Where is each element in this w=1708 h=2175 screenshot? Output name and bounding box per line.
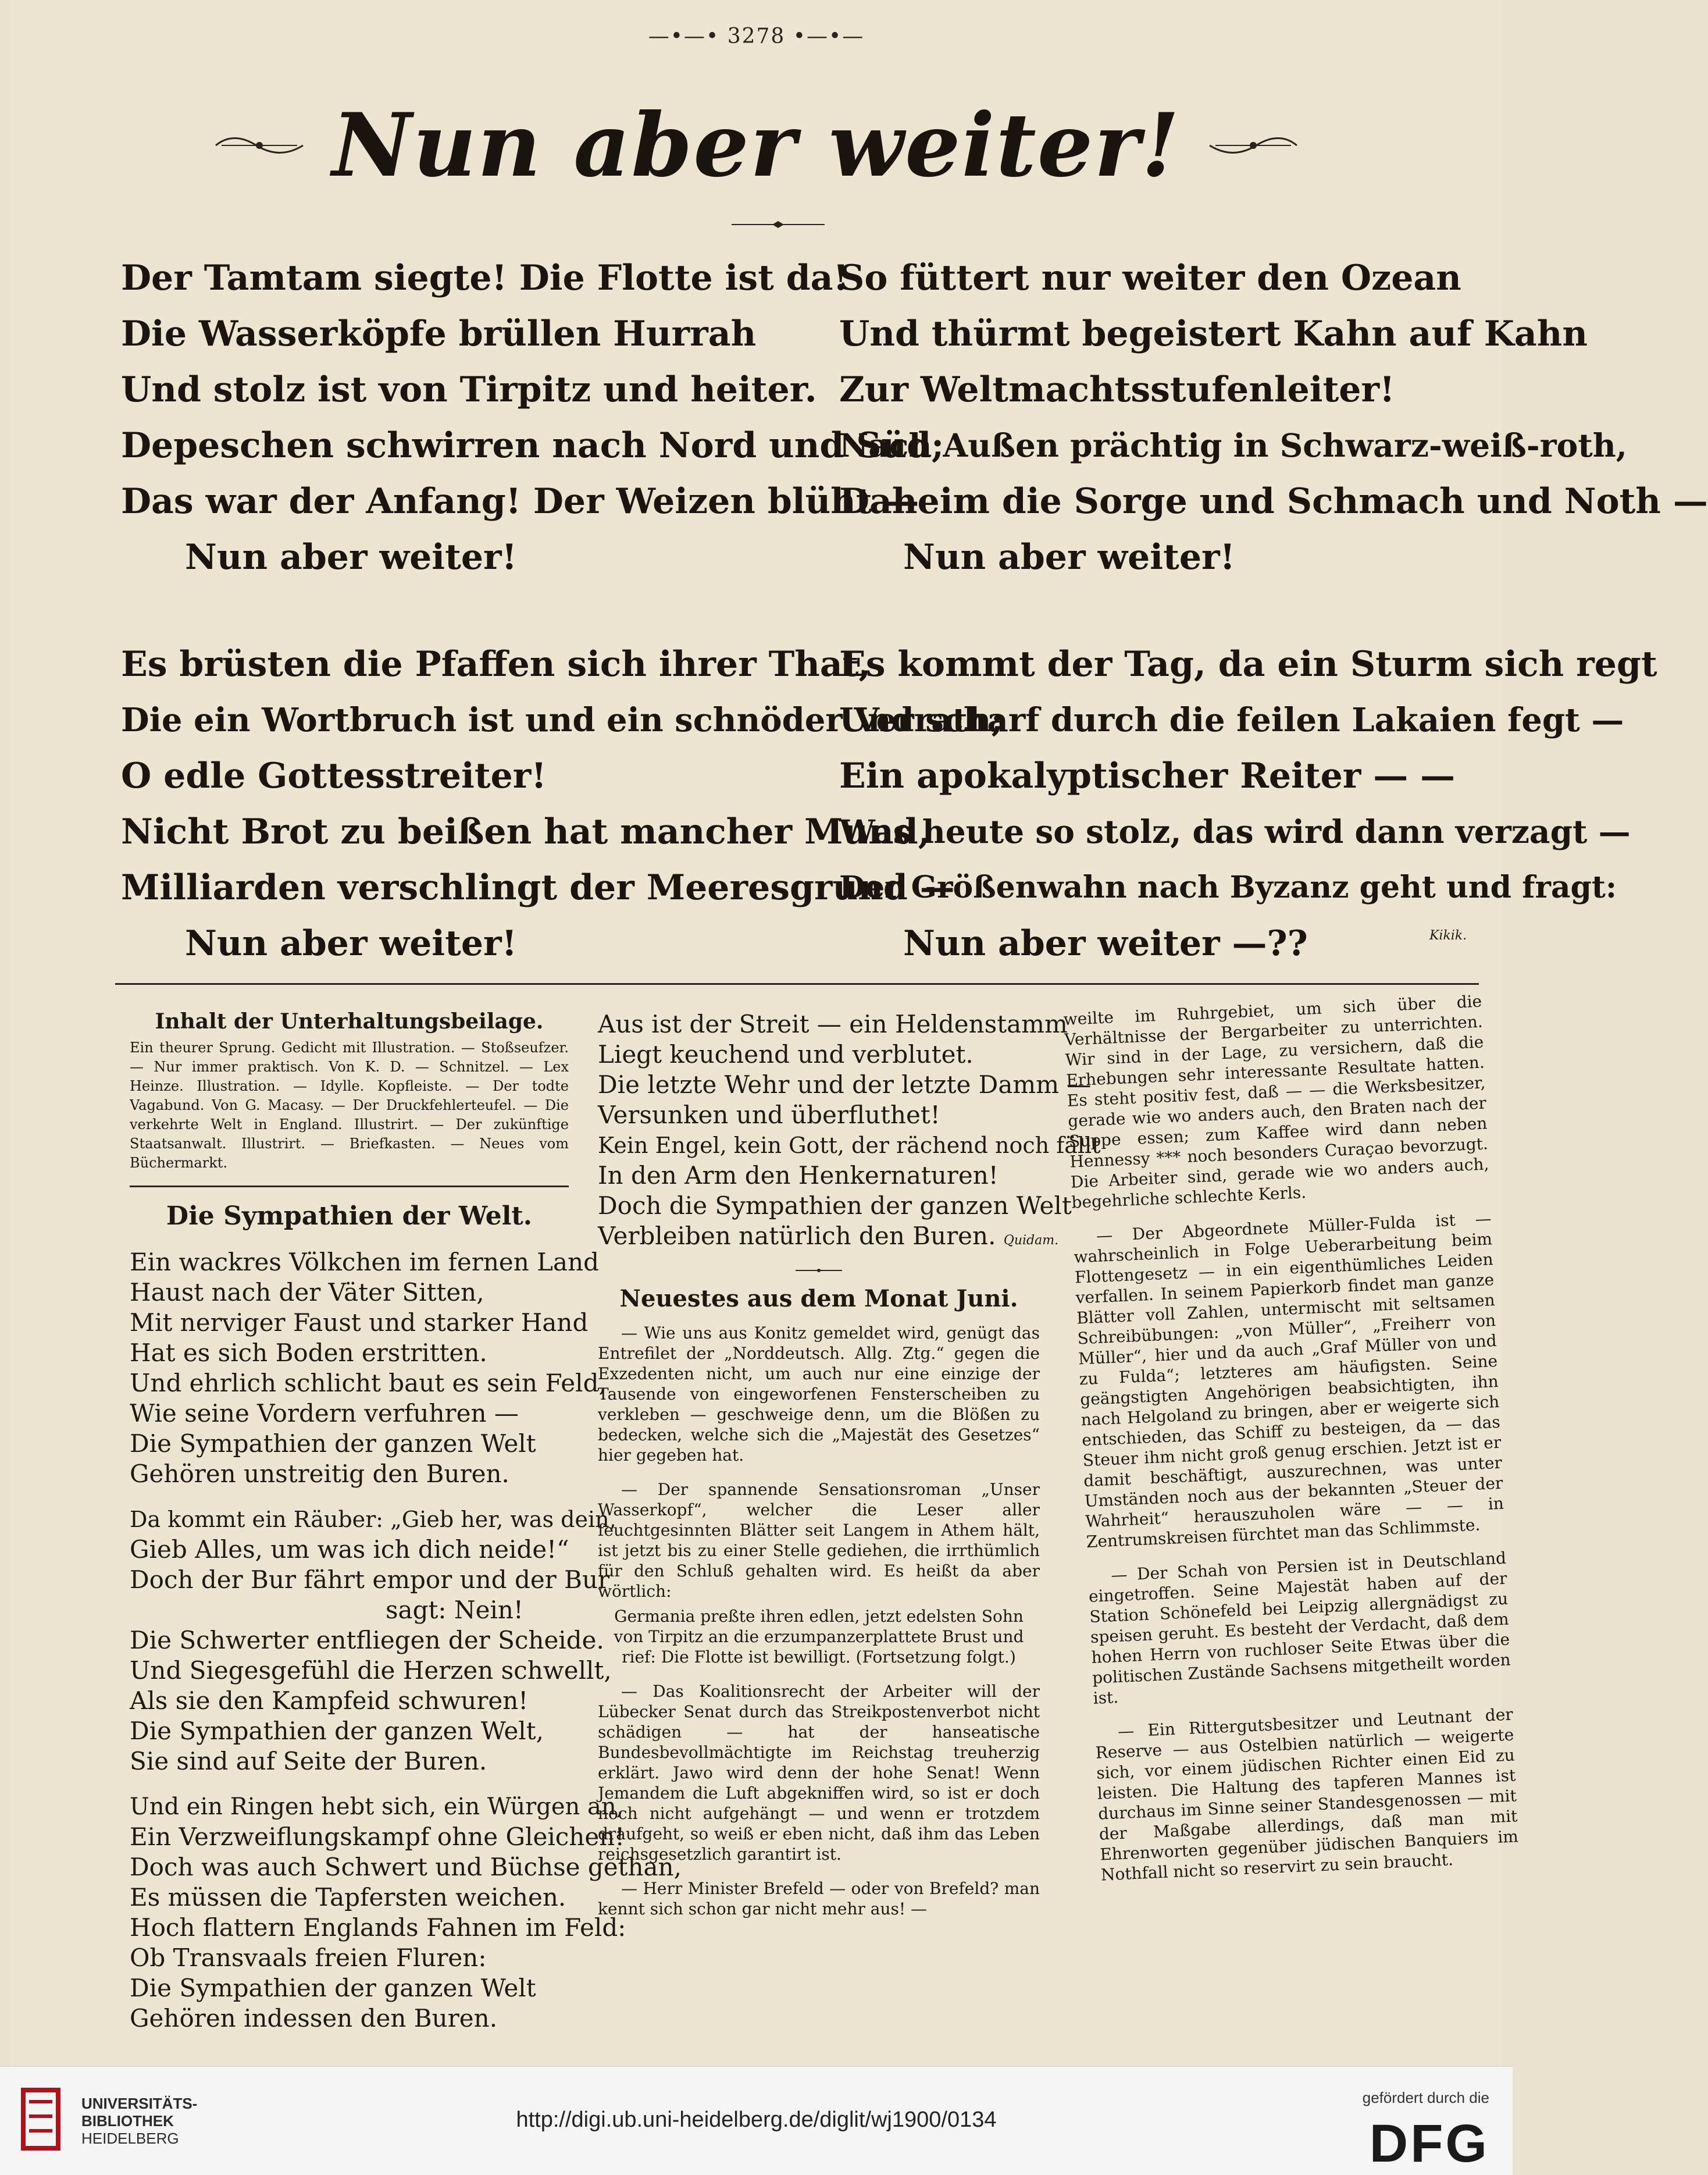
poem-line: Milliarden verschlingt der Meeresgrund — — [121, 867, 955, 908]
verse-line: Hoch flattern Englands Fahnen im Feld: — [130, 1913, 626, 1942]
verse-line: Es müssen die Tapfersten weichen. — [130, 1883, 566, 1911]
verse-line: Aus ist der Streit — ein Heldenstamm — [598, 1010, 1068, 1038]
poem-refrain: Nun aber weiter! — [185, 923, 517, 964]
verse-line: Ein wackres Völkchen im fernen Land — [130, 1248, 600, 1276]
verse-line-text: Verbleiben natürlich den Buren. — [598, 1222, 996, 1250]
verse-line: Ein Verzweiflungskampf ohne Gleichen! — [130, 1822, 625, 1851]
verse-line: Gehören unstreitig den Buren. — [130, 1460, 509, 1488]
news-paragraph: — Der spannende Sensationsroman „Unser Wasserkopf“, welcher die Leser aller feuchtgesinnten Blätter seit Langem in Athem hält, ist jetzt bis zu einer Stelle gediehen, die irrthümlich für den Schluß gehalten wird. Es heißt da aber wörtlich: — [598, 1480, 1040, 1601]
poem-line: Zur Weltmachtsstufenleiter! — [839, 369, 1395, 410]
poem-line: Und thürmt begeistert Kahn auf Kahn — [839, 314, 1588, 354]
library-name-line: UNIVERSITÄTS- — [81, 2095, 198, 2112]
verse-line: Doch die Sympathien der ganzen Welt — [598, 1191, 1072, 1220]
library-name-line: BIBLIOTHEK — [81, 2112, 174, 2130]
poem-line: O edle Gottesstreiter! — [121, 756, 547, 796]
page-title: Nun aber weiter! — [331, 94, 1181, 197]
news-paragraph: — Das Koalitionsrecht der Arbeiter will der Lübecker Senat durch das Streikpostenverbot nicht schädigen — hat der hanseatische Bundesbevollmächtigte im Reichstag treuherzig erklärt. Jawo wird denn der hohe Senat! Wenn Jemandem die Luft abgekniffen wird, so ist er doch noch nicht aufgehängt — und wenn er trotzdem draufgeht, so weiß er eben nicht, daß ihm das Leben reichsgesetzlich garantirt ist. — [598, 1682, 1040, 1864]
inhalt-heading: Inhalt der Unterhaltungsbeilage. — [155, 1009, 544, 1034]
newspaper-page — [10, 0, 1708, 2066]
verse-line: Doch der Bur fährt empor und der Bur — [130, 1565, 610, 1594]
permalink-url[interactable]: http://digi.ub.uni-heidelberg.de/diglit/wj1900/0134 — [516, 2108, 997, 2132]
verse-line: Mit nerviger Faust und starker Hand — [130, 1308, 589, 1337]
news-paragraph: — Der Schah von Persien ist in Deutschland eingetroffen. Seine Majestät haben auf der Station Schönefeld bei Leipzig allergnädigst zu speisen geruht. Es besteht der Verdacht, daß dem hohen Herrn von ruchloser Seite Etwas über die politischen Zustände Sachsens mitgetheilt worden ist. — [1088, 1548, 1511, 1708]
viewer-footer — [0, 2066, 1513, 2175]
poem-line: Und stolz ist von Tirpitz und heiter. — [121, 369, 817, 410]
title-row — [10, 87, 1502, 204]
verse-signature: Quidam. — [1003, 1233, 1059, 1248]
verse-line: Haust nach der Väter Sitten, — [130, 1278, 484, 1307]
poem-line: Es kommt der Tag, da ein Sturm sich regt — [839, 644, 1657, 685]
left-ornament-icon — [210, 125, 309, 166]
poem-line: Was heute so stolz, das wird dann verzagt — — [839, 813, 1631, 850]
verse-line: Versunken und überfluthet! — [598, 1101, 940, 1129]
column-3 — [1063, 991, 1519, 1900]
news-text-col3 — [1063, 991, 1520, 1885]
poem-line: Es brüsten die Pfaffen sich ihrer That, — [121, 644, 871, 685]
column-divider — [130, 1186, 569, 1187]
verse-line: Da kommt ein Räuber: „Gieb her, was dein, — [130, 1507, 616, 1532]
poem-line: Ein apokalyptischer Reiter — — — [839, 756, 1456, 796]
poem-right-column — [839, 250, 1708, 971]
poem-line: Nicht Brot zu beißen hat mancher Mund, — [121, 811, 930, 852]
poem-line: Und scharf durch die feilen Lakaien fegt — — [839, 701, 1624, 739]
sympathien-continuation — [598, 1009, 1101, 1256]
sympathien-verse — [130, 1247, 682, 2034]
small-divider — [796, 1268, 842, 1273]
right-ornament-icon — [1204, 125, 1303, 166]
verse-line: Doch was auch Schwert und Büchse gethan, — [130, 1853, 682, 1881]
verse-line: Gieb Alles, um was ich dich neide!“ — [130, 1535, 569, 1564]
verse-line: Wie seine Vordern verfuhren — — [130, 1399, 519, 1428]
poem-line: Nach Außen prächtig in Schwarz-weiß-roth, — [839, 426, 1627, 464]
poem-refrain: Nun aber weiter! — [185, 537, 517, 578]
page-number: —•—• 3278 •—•— — [648, 24, 865, 48]
dfg-logo: DFG — [1369, 2114, 1489, 2173]
funding-note: gefördert durch die — [1362, 2089, 1489, 2106]
verse-line: Liegt keuchend und verblutet. — [598, 1040, 974, 1069]
news-paragraph: weilte im Ruhrgebiet, um sich über die Verhältnisse der Bergarbeiter zu unterrichten. Wir sind in der Lage, zu versichern, daß die Erhebungen sehr interessante Resultate hatten. Es steht positiv fest, daß — — die Werksbesitzer, gerade wie wo anders auch, den Braten nach der Suppe essen; zum Kaffee wird dann neben Hennessy *** noch besonders Curaçao bevorzugt. Die Arbeiter sind, gerade wie wo anders auch, begehrliche schlechte Kerls. — [1063, 991, 1490, 1212]
section-divider — [115, 983, 1479, 985]
verse-line: Und ehrlich schlicht baut es sein Feld, — [130, 1369, 607, 1397]
title-divider — [732, 220, 825, 229]
verse-line: Sie sind auf Seite der Buren. — [130, 1747, 487, 1775]
news-heading: Neuestes aus dem Monat Juni. — [619, 1285, 1018, 1312]
poem-line: Depeschen schwirren nach Nord und Süd; — [121, 425, 944, 466]
column-1 — [130, 1009, 682, 2034]
news-paragraph: — Der Abgeordnete Müller-Fulda ist — wahrscheinlich in Folge Ueberarbeitung beim Flottengesetz — in ein eigenthümliches Leiden verfallen. In seinem Papierkorb findet man ganze Blätter voll Zahlen, untermischt mit seltsamen Schreibübungen: „von Müller“, „Freiherr von Müller“, hier und da auch „Graf Müller von und zu Fulda“; letzteres am häufigsten. Seine geängstigten Angehörigen beabsichtigten, ihn nach Helgoland zu bringen, aber er weigerte sich entschieden, das Schiff zu besteigen, da — das Steuer ihm nicht groß genug erschien. Jetzt ist er damit beschäftigt, auszurechnen, was unter Umständen noch aus der bekannten „Steuer der Wahrheit“ herauszuholen wäre — — in Zentrumskreisen fürchtet man das Schlimmste. — [1073, 1209, 1504, 1552]
verse-line — [598, 1221, 1059, 1256]
poem-line: Die ein Wortbruch ist und ein schnöder Verrath; — [121, 701, 1003, 739]
verse-line: Hat es sich Boden erstritten. — [130, 1339, 487, 1367]
verse-line: Die Sympathien der ganzen Welt, — [130, 1717, 544, 1745]
verse-line: Die Sympathien der ganzen Welt — [130, 1974, 536, 2002]
news-paragraph: — Ein Rittergutsbesitzer und Leutnant der Reserve — aus Ostelbien natürlich — weigerte sich, vor einem jüdischen Richter einen Eid zu leisten. Die Haltung des tapferen Mannes ist durchaus im Sinne seiner Standesgenossen — mit der Maßgabe allerdings, daß man mit Ehrenworten gegenüber jüdischen Banquiers im Nothfall nicht so reservirt zu sein braucht. — [1095, 1704, 1519, 1885]
verse-line: Die Schwerter entfliegen der Scheide. — [130, 1626, 604, 1654]
news-paragraph: — Wie uns aus Konitz gemeldet wird, genügt das Entrefilet der „Norddeutsch. Allg. Ztg.“ gegen die Exzedenten nicht, um auch nur eine einzige der Tausende von eingeworfenen Fensterscheiben zu verkleben — geschweige denn, um die Blößen zu bedecken, welche sich die „Majestät des Gesetzes“ hier gegeben hat. — [598, 1323, 1040, 1465]
poem-signature: Kikik. — [1429, 928, 1467, 943]
poem-line: Die Wasserköpfe brüllen Hurrah — [121, 314, 757, 354]
poem-refrain: Nun aber weiter —?? — [903, 923, 1308, 964]
verse-line: sagt: Nein! — [386, 1596, 523, 1624]
verse-line: Die Sympathien der ganzen Welt — [130, 1429, 536, 1458]
verse-line: Gehören indessen den Buren. — [130, 2004, 498, 2032]
news-quote: Germania preßte ihren edlen, jetzt edelsten Sohn von Tirpitz an die erzumpanzerplattete Brust und rief: Die Flotte ist bewilligt. (Fortsetzung folgt.) — [614, 1607, 1024, 1667]
verse-line: Kein Engel, kein Gott, der rächend noch fällt — [598, 1133, 1101, 1158]
library-name-line: HEIDELBERG — [81, 2130, 179, 2147]
verse-line: Die letzte Wehr und der letzte Damm — — [598, 1070, 1092, 1099]
poem-line: Das war der Anfang! Der Weizen blüht — — [121, 481, 919, 522]
verse-line: Ob Transvaals freien Fluren: — [130, 1943, 487, 1972]
inhalt-text: Ein theurer Sprung. Gedicht mit Illustration. — Stoßseufzer. — Nur immer praktisch. Von K. D. — Schnitzel. — Lex Heinze. Illustration. — Idylle. Kopfleiste. — Der todte Vagabund. Von G. Macasy. — Der Druckfehlerteufel. — Die verkehrte Welt in England. Illustrirt. — Der zukünftige Staatsanwalt. Illustrirt. — Briefkasten. — Neues vom Büchermarkt. — [130, 1040, 569, 1171]
verse-line: Und Siegesgefühl die Herzen schwellt, — [130, 1656, 612, 1685]
news-text-col2 — [598, 1323, 1040, 1919]
poem-line: Der Tamtam siegte! Die Flotte ist da! — [121, 258, 848, 298]
poem-line: Daheim die Sorge und Schmach und Noth — — [839, 481, 1708, 522]
poem-line: So füttert nur weiter den Ozean — [839, 258, 1461, 298]
verse-line: In den Arm den Henkernaturen! — [598, 1161, 999, 1190]
poem-refrain: Nun aber weiter! — [903, 537, 1235, 578]
poem-left-column — [121, 250, 1003, 971]
sympathien-heading: Die Sympathien der Welt. — [166, 1201, 533, 1231]
news-paragraph: — Herr Minister Brefeld — oder von Brefeld? man kennt sich schon gar nicht mehr aus! — — [598, 1879, 1040, 1918]
poem-line: Der Größenwahn nach Byzanz geht und fragt: — [839, 870, 1617, 905]
column-2 — [598, 1009, 1101, 1933]
verse-line: Und ein Ringen hebt sich, ein Würgen an, — [130, 1793, 624, 1820]
verse-line: Als sie den Kampfeid schwuren! — [130, 1686, 529, 1715]
